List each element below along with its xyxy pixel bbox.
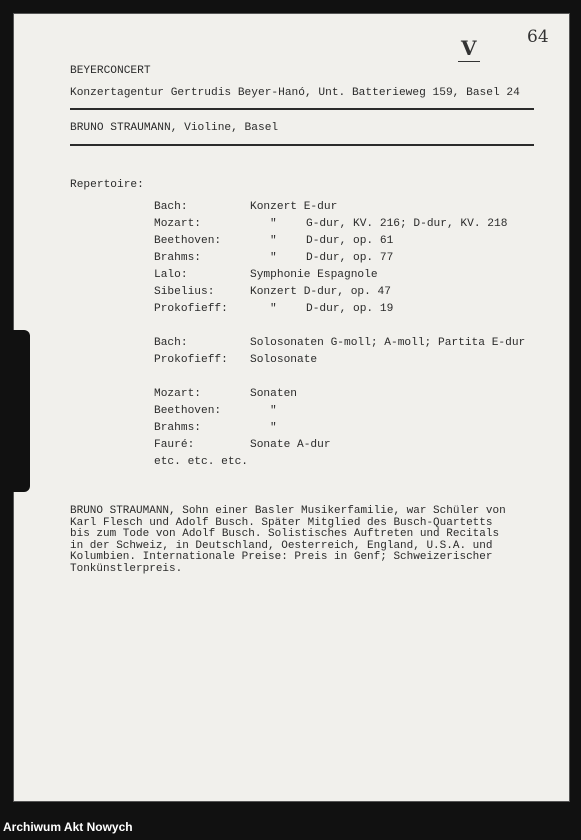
work-title: Sonaten [250, 388, 297, 400]
work-title: Symphonie Espagnole [250, 269, 378, 281]
composer-label: Bach: [154, 201, 188, 213]
composer-label: Beethoven: [154, 405, 222, 417]
handwritten-page-number: 64 [527, 27, 549, 47]
biography-paragraph: BRUNO STRAUMANN, Sohn einer Basler Musikerfamilie, war Schüler von Karl Flesch und Adolf Busch. Später Mitglied des Busch-Quartetts bis zum Tode von Adolf Busch. Solistisches Auftreten und Recitals in der Schweiz, in Deutschland, Oesterreich, England, U.S.A. und Kolumbien. Internationale Preise: Preis in Genf; Schweizerischer Tonkünstlerpreis. [70, 505, 506, 575]
composer-label: Mozart: [154, 388, 201, 400]
agency-address: Konzertagentur Gertrudis Beyer-Hanó, Unt. Batterieweg 159, Basel 24 [70, 87, 520, 99]
work-title: D-dur, op. 61 [306, 235, 394, 247]
agency-name: BEYERCONCERT [70, 65, 151, 77]
composer-label: Beethoven: [154, 235, 222, 247]
work-title: Solosonate [250, 354, 318, 366]
composer-label: Lalo: [154, 269, 188, 281]
composer-label: Prokofieff: [154, 354, 228, 366]
composer-label: Bach: [154, 337, 188, 349]
composer-label: Brahms: [154, 422, 201, 434]
handwritten-roman-numeral: V [461, 36, 477, 60]
ditto-mark: " [270, 235, 277, 247]
composer-label: Fauré: [154, 439, 195, 451]
ditto-mark: " [270, 422, 277, 434]
composer-label: Sibelius: [154, 286, 215, 298]
ditto-mark: " [270, 303, 277, 315]
etc-line: etc. etc. etc. [154, 456, 248, 468]
work-title: Solosonaten G-moll; A-moll; Partita E-dur [250, 337, 526, 349]
archive-label: Archiwum Akt Nowych [3, 820, 133, 834]
work-title: Konzert D-dur, op. 47 [250, 286, 391, 298]
work-title: Sonate A-dur [250, 439, 331, 451]
page-tear-edge [10, 330, 30, 492]
work-title: G-dur, KV. 216; D-dur, KV. 218 [306, 218, 508, 230]
artist-line: BRUNO STRAUMANN, Violine, Basel [70, 122, 279, 134]
work-title: D-dur, op. 19 [306, 303, 394, 315]
ditto-mark: " [270, 218, 277, 230]
ditto-mark: " [270, 252, 277, 264]
composer-label: Mozart: [154, 218, 201, 230]
header-rule-top [70, 108, 534, 110]
work-title: Konzert E-dur [250, 201, 338, 213]
composer-label: Brahms: [154, 252, 201, 264]
archive-footer [0, 812, 581, 840]
repertoire-heading: Repertoire: [70, 179, 144, 191]
header-rule-bottom [70, 144, 534, 146]
composer-label: Prokofieff: [154, 303, 228, 315]
work-title: D-dur, op. 77 [306, 252, 394, 264]
ditto-mark: " [270, 405, 277, 417]
